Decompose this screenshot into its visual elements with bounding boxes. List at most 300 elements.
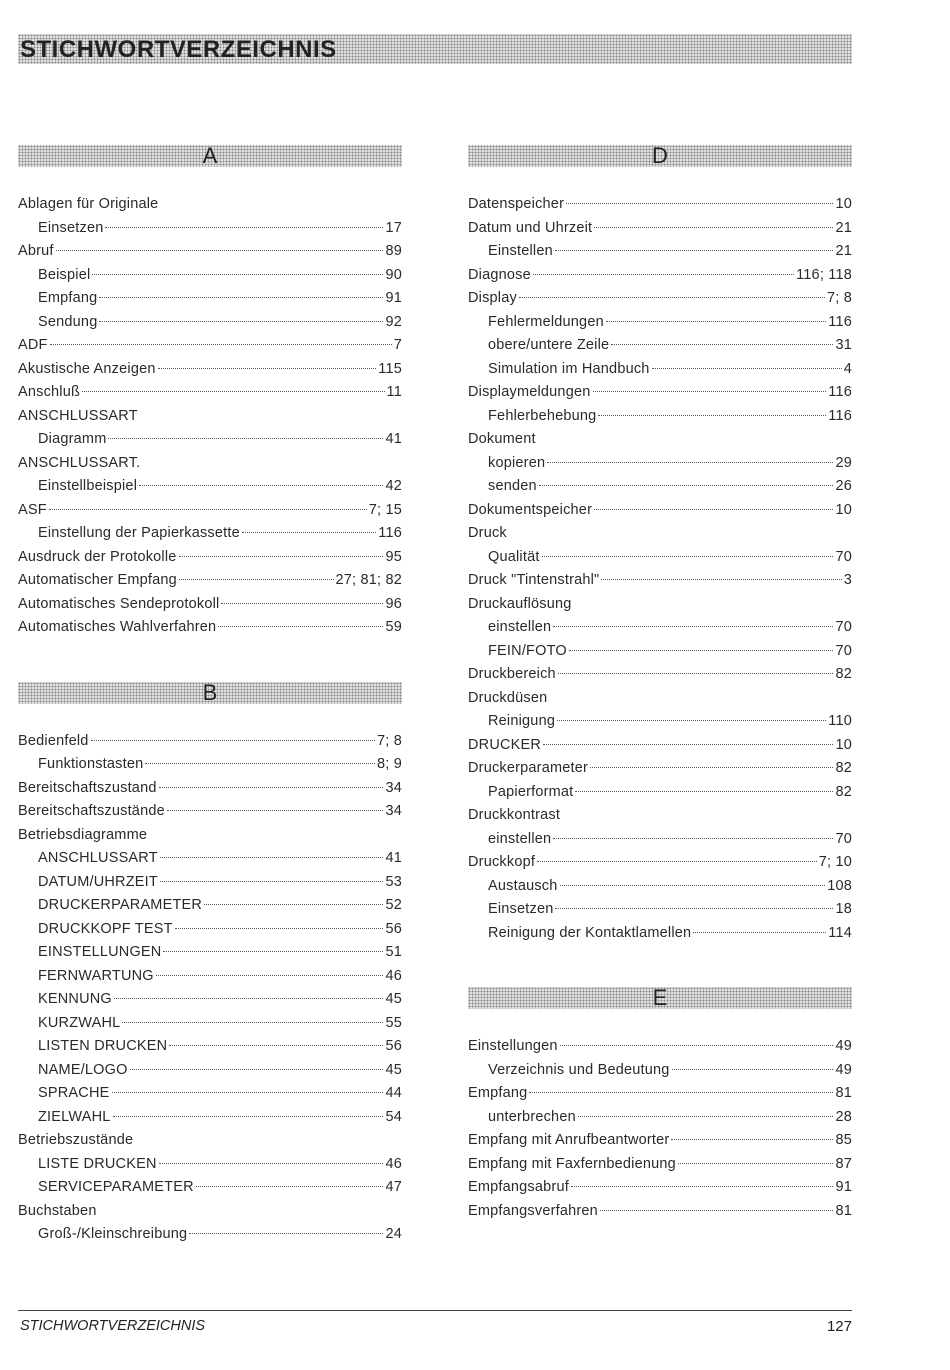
index-entry [18, 546, 402, 570]
entry-page: 81 [835, 1085, 852, 1101]
dot-leader [600, 1210, 834, 1211]
section-letter: E [652, 985, 668, 1010]
entry-page: 7 [393, 337, 402, 353]
entry-label: Dokument [468, 431, 536, 447]
index-subentry [468, 452, 852, 476]
entry-label: Druckkopf [468, 854, 536, 870]
index-entry [18, 1200, 402, 1224]
entry-label: Display [468, 290, 517, 306]
entry-label: Einsetzen [488, 901, 554, 917]
entry-label: Empfang mit Faxfernbedienung [468, 1155, 676, 1172]
entry-label: DRUCKER [468, 736, 542, 753]
entry-page: 116 [828, 313, 852, 330]
entry-label: Druck "Tintenstrahl" [468, 572, 600, 588]
entry-label: Einstellung der Papierkassette [38, 525, 240, 541]
footer-title: STICHWORTVERZEICHNIS [20, 1318, 206, 1334]
index-entry [18, 499, 402, 523]
index-entry [18, 452, 402, 476]
index-entry [468, 193, 852, 217]
entry-label: Einsetzen [38, 219, 104, 236]
entry-label: Abruf [18, 243, 54, 259]
entry-label: ADF [18, 337, 48, 353]
entry-page: 45 [385, 1061, 402, 1078]
dot-leader [145, 763, 375, 764]
entry-label: Fehlermeldungen [488, 313, 604, 330]
entry-page: 90 [385, 266, 402, 283]
index-subentry [18, 475, 402, 499]
entry-page: 34 [385, 779, 402, 796]
dot-leader [566, 203, 833, 204]
dot-leader [529, 1092, 833, 1093]
index-subentry [18, 894, 402, 918]
dot-leader [179, 556, 384, 557]
dot-leader [555, 250, 834, 251]
entry-label: Dokumentspeicher [468, 501, 593, 518]
dot-leader [114, 998, 384, 999]
entry-page: 8; 9 [377, 756, 402, 772]
entry-label: Sendung [38, 313, 98, 330]
index-subentry [468, 898, 852, 922]
entry-page: 7; 10 [818, 854, 852, 870]
entry-label: SERVICEPARAMETER [38, 1179, 194, 1195]
dot-leader [519, 297, 825, 298]
entry-page: 96 [385, 595, 402, 612]
index-subentry [18, 918, 402, 942]
index-entry [468, 217, 852, 241]
entry-page: 10 [835, 736, 852, 753]
entry-page: 55 [385, 1014, 402, 1031]
dot-leader [159, 787, 384, 788]
entry-label: Einstellungen [468, 1038, 558, 1054]
index-subentry [18, 287, 402, 311]
entry-label: Druckerparameter [468, 760, 589, 776]
dot-leader [169, 1045, 383, 1046]
dot-leader [112, 1092, 384, 1093]
index-entry [468, 499, 852, 523]
entry-page: 70 [835, 548, 852, 565]
entry-label: Anschluß [18, 384, 81, 400]
section-header [18, 145, 402, 167]
dot-leader [49, 509, 367, 510]
dot-leader [578, 1116, 834, 1117]
entry-label: Empfangsabruf [468, 1179, 569, 1195]
dot-leader [611, 344, 833, 345]
dot-leader [553, 626, 833, 627]
dot-leader [108, 438, 383, 439]
dot-leader [557, 720, 826, 721]
entry-page: 82 [835, 666, 852, 682]
entry-label: Qualität [488, 548, 540, 565]
entry-label: Empfang [38, 290, 98, 306]
index-subentry [468, 240, 852, 264]
entry-label: Druckdüsen [468, 689, 548, 706]
entry-label: einstellen [488, 619, 552, 635]
index-subentry [18, 847, 402, 871]
section-letter: A [202, 143, 218, 168]
entry-label: Austausch [488, 877, 558, 894]
entry-label: NAME/LOGO [38, 1061, 128, 1078]
index-entry [468, 1129, 852, 1153]
header-band [18, 34, 852, 64]
entry-label: Reinigung [488, 713, 556, 729]
index-subentry [18, 428, 402, 452]
entry-label: Simulation im Handbuch [488, 360, 650, 377]
index-entry [18, 381, 402, 405]
index-subentry [18, 1153, 402, 1177]
index-subentry [468, 616, 852, 640]
dot-leader [547, 462, 833, 463]
entry-label: Bereitschaftszustände [18, 803, 165, 819]
index-entry [18, 240, 402, 264]
entry-label: Betriebsdiagramme [18, 826, 148, 843]
index-section [18, 679, 402, 1247]
dot-leader [156, 975, 384, 976]
section-header [18, 679, 402, 705]
entry-label: Datenspeicher [468, 196, 565, 212]
dot-leader [571, 1186, 834, 1187]
entry-label: Ausdruck der Protokolle [18, 548, 177, 565]
index-entry [18, 824, 402, 848]
index-subentry [18, 1176, 402, 1200]
dot-leader [130, 1069, 384, 1070]
entry-label: LISTE DRUCKEN [38, 1155, 157, 1172]
index-subentry [18, 1223, 402, 1247]
dot-leader [693, 932, 826, 933]
entry-page: 89 [385, 243, 402, 259]
entry-page: 11 [386, 384, 402, 400]
entry-label: DRUCKERPARAMETER [38, 897, 203, 913]
dot-leader [179, 579, 334, 580]
entry-page: 7; 15 [368, 501, 402, 518]
entry-page: 91 [385, 290, 402, 306]
dot-leader [113, 1116, 384, 1117]
entry-page: 116; 118 [796, 266, 852, 283]
entry-label: Diagnose [468, 266, 531, 283]
section-header [468, 145, 852, 167]
entry-label: Druckkontrast [468, 807, 561, 823]
entry-page: 51 [385, 944, 402, 960]
entry-label: LISTEN DRUCKEN [38, 1038, 168, 1054]
index-entry [468, 381, 852, 405]
entry-label: Automatischer Empfang [18, 572, 177, 588]
index-subentry [18, 941, 402, 965]
dot-leader [594, 509, 833, 510]
index-subentry [468, 875, 852, 899]
dot-leader [533, 274, 794, 275]
index-subentry [18, 1106, 402, 1130]
entry-page: 45 [385, 991, 402, 1007]
dot-leader [91, 740, 375, 741]
entry-label: DATUM/UHRZEIT [38, 873, 158, 890]
entry-label: Ablagen für Originale [18, 196, 159, 212]
dot-leader [539, 485, 834, 486]
entry-label: Automatisches Sendeprotokoll [18, 595, 220, 612]
index-entry [18, 730, 402, 754]
entry-page: 54 [385, 1108, 402, 1125]
entry-page: 42 [385, 478, 402, 494]
index-entry [468, 663, 852, 687]
index-entry [468, 1082, 852, 1106]
index-subentry [468, 546, 852, 570]
index-subentry [468, 358, 852, 382]
entry-page: 85 [835, 1132, 852, 1148]
entry-label: KENNUNG [38, 991, 112, 1007]
dot-leader [601, 579, 841, 580]
index-entry [468, 804, 852, 828]
dot-leader [189, 1233, 383, 1234]
entry-label: ANSCHLUSSART [18, 407, 138, 424]
entry-page: 81 [835, 1202, 852, 1219]
entry-label: Empfang mit Anrufbeantworter [468, 1132, 670, 1148]
entry-page: 7; 8 [377, 732, 402, 749]
section-letter: D [652, 143, 668, 168]
entry-label: Einstellbeispiel [38, 478, 138, 494]
entry-page: 41 [385, 850, 402, 866]
entry-page: 29 [835, 454, 852, 471]
entry-page: 56 [385, 1038, 402, 1054]
entry-page: 114 [828, 924, 852, 941]
entry-label: Betriebszustände [18, 1132, 134, 1148]
entry-page: 7; 8 [827, 290, 852, 306]
entry-label: SPRACHE [38, 1085, 110, 1101]
dot-leader [606, 321, 826, 322]
dot-leader [242, 532, 376, 533]
dot-leader [590, 767, 833, 768]
entry-label: DRUCKKOPF TEST [38, 920, 173, 937]
index-subentry [468, 640, 852, 664]
dot-leader [678, 1163, 834, 1164]
entry-page: 116 [828, 407, 852, 424]
dot-leader [160, 881, 384, 882]
entry-label: senden [488, 478, 537, 494]
entry-page: 91 [835, 1179, 852, 1195]
index-subentry [468, 828, 852, 852]
dot-leader [163, 951, 383, 952]
index-subentry [468, 922, 852, 946]
entry-label: Druckbereich [468, 666, 556, 682]
index-subentry [18, 1082, 402, 1106]
index-entry [468, 522, 852, 546]
entry-page: 70 [835, 830, 852, 847]
entry-label: Buchstaben [18, 1202, 97, 1219]
entry-page: 10 [835, 501, 852, 518]
entry-label: ANSCHLUSSART. [18, 454, 141, 471]
entry-page: 46 [385, 1155, 402, 1172]
entry-page: 21 [835, 219, 852, 236]
index-subentry [468, 1059, 852, 1083]
index-entry [18, 616, 402, 640]
entry-page: 31 [835, 337, 852, 353]
dot-leader [159, 1163, 384, 1164]
entry-page: 47 [385, 1179, 402, 1195]
index-entry [468, 1035, 852, 1059]
index-entry [18, 777, 402, 801]
index-section [468, 987, 852, 1223]
index-entry [18, 193, 402, 217]
entry-page: 108 [827, 877, 852, 894]
entry-label: Fehlerbehebung [488, 407, 597, 424]
entry-label: ANSCHLUSSART [38, 850, 158, 866]
dot-leader [560, 885, 826, 886]
entry-page: 110 [828, 713, 852, 729]
entry-page: 34 [385, 803, 402, 819]
entry-label: ASF [18, 501, 47, 518]
index-subentry [468, 710, 852, 734]
index-subentry [468, 781, 852, 805]
index-entry [468, 687, 852, 711]
dot-leader [594, 227, 833, 228]
index-subentry [18, 753, 402, 777]
dot-leader [558, 673, 834, 674]
index-column-left [18, 145, 402, 1289]
entry-page: 56 [385, 920, 402, 937]
dot-leader [553, 838, 833, 839]
index-subentry [18, 965, 402, 989]
dot-leader [652, 368, 842, 369]
page-number: 127 [826, 1318, 852, 1335]
entry-page: 27; 81; 82 [335, 572, 402, 588]
index-entry [18, 569, 402, 593]
entry-label: Druckauflösung [468, 595, 572, 612]
dot-leader [122, 1022, 383, 1023]
entry-label: obere/untere Zeile [488, 337, 610, 353]
entry-page: 70 [835, 642, 852, 659]
entry-label: Papierformat [488, 783, 574, 800]
entry-label: einstellen [488, 830, 552, 847]
entry-label: Beispiel [38, 266, 91, 283]
dot-leader [555, 908, 833, 909]
index-entry [18, 593, 402, 617]
index-subentry [18, 264, 402, 288]
index-subentry [468, 334, 852, 358]
dot-leader [537, 861, 817, 862]
dot-leader [598, 415, 826, 416]
dot-leader [218, 626, 383, 627]
index-subentry [18, 871, 402, 895]
dot-leader [99, 297, 383, 298]
index-section [18, 145, 402, 640]
entry-page: 116 [828, 384, 852, 400]
dot-leader [167, 810, 384, 811]
index-entry [468, 851, 852, 875]
index-entry [18, 405, 402, 429]
entry-label: Druck [468, 525, 507, 541]
index-subentry [18, 311, 402, 335]
dot-leader [158, 368, 377, 369]
dot-leader [92, 274, 383, 275]
dot-leader [160, 857, 384, 858]
entry-label: Akustische Anzeigen [18, 360, 156, 377]
entry-page: 70 [835, 619, 852, 635]
index-column-right [468, 145, 852, 1265]
entry-page: 92 [385, 313, 402, 330]
entry-label: Reinigung der Kontaktlamellen [488, 924, 692, 941]
entry-page: 49 [835, 1061, 852, 1078]
section-header [468, 987, 852, 1009]
index-subentry [18, 1035, 402, 1059]
entry-page: 41 [385, 431, 402, 447]
entry-label: FERNWARTUNG [38, 967, 154, 984]
index-entry [468, 428, 852, 452]
entry-label: Empfang [468, 1085, 528, 1101]
entry-page: 82 [835, 760, 852, 776]
index-entry [468, 734, 852, 758]
dot-leader [50, 344, 392, 345]
dot-leader [99, 321, 383, 322]
index-subentry [468, 311, 852, 335]
index-entry [18, 1129, 402, 1153]
entry-page: 52 [385, 897, 402, 913]
dot-leader [139, 485, 383, 486]
dot-leader [575, 791, 833, 792]
index-subentry [18, 1012, 402, 1036]
dot-leader [542, 556, 834, 557]
entry-label: EINSTELLUNGEN [38, 944, 162, 960]
dot-leader [175, 928, 384, 929]
entry-label: Datum und Uhrzeit [468, 219, 593, 236]
entry-label: KURZWAHL [38, 1014, 121, 1031]
section-letter: B [202, 679, 218, 705]
entry-label: Verzeichnis und Bedeutung [488, 1061, 670, 1078]
index-subentry [468, 405, 852, 429]
dot-leader [82, 391, 385, 392]
entry-page: 116 [378, 525, 402, 541]
entry-label: Einstellen [488, 243, 553, 259]
index-subentry [18, 1059, 402, 1083]
entry-page: 82 [835, 783, 852, 800]
entry-label: Empfangsverfahren [468, 1202, 598, 1219]
entry-page: 115 [378, 360, 402, 377]
index-entry [468, 1153, 852, 1177]
index-entry [468, 264, 852, 288]
index-entry [468, 757, 852, 781]
dot-leader [56, 250, 384, 251]
dot-leader [569, 650, 834, 651]
index-section [468, 145, 852, 945]
index-entry [468, 1200, 852, 1224]
entry-label: Displaymeldungen [468, 384, 591, 400]
dot-leader [221, 603, 383, 604]
dot-leader [204, 904, 383, 905]
entry-page: 53 [385, 873, 402, 890]
entry-page: 21 [835, 243, 852, 259]
dot-leader [196, 1186, 384, 1187]
entry-page: 95 [385, 548, 402, 565]
entry-page: 24 [385, 1226, 402, 1242]
dot-leader [672, 1069, 834, 1070]
entry-page: 59 [385, 619, 402, 635]
index-entry [18, 334, 402, 358]
entry-label: Bedienfeld [18, 732, 89, 749]
index-subentry [468, 475, 852, 499]
entry-page: 3 [843, 572, 852, 588]
index-subentry [468, 1106, 852, 1130]
entry-label: Bereitschaftszustand [18, 779, 157, 796]
dot-leader [593, 391, 827, 392]
entry-label: FEIN/FOTO [488, 642, 567, 659]
entry-page: 49 [835, 1038, 852, 1054]
index-entry [468, 287, 852, 311]
entry-label: kopieren [488, 454, 546, 471]
index-subentry [18, 988, 402, 1012]
dot-leader [543, 744, 833, 745]
entry-page: 18 [835, 901, 852, 917]
entry-label: Automatisches Wahlverfahren [18, 619, 217, 635]
entry-page: 10 [835, 196, 852, 212]
dot-leader [671, 1139, 833, 1140]
footer-rule [18, 1310, 852, 1311]
entry-page: 28 [835, 1108, 852, 1125]
